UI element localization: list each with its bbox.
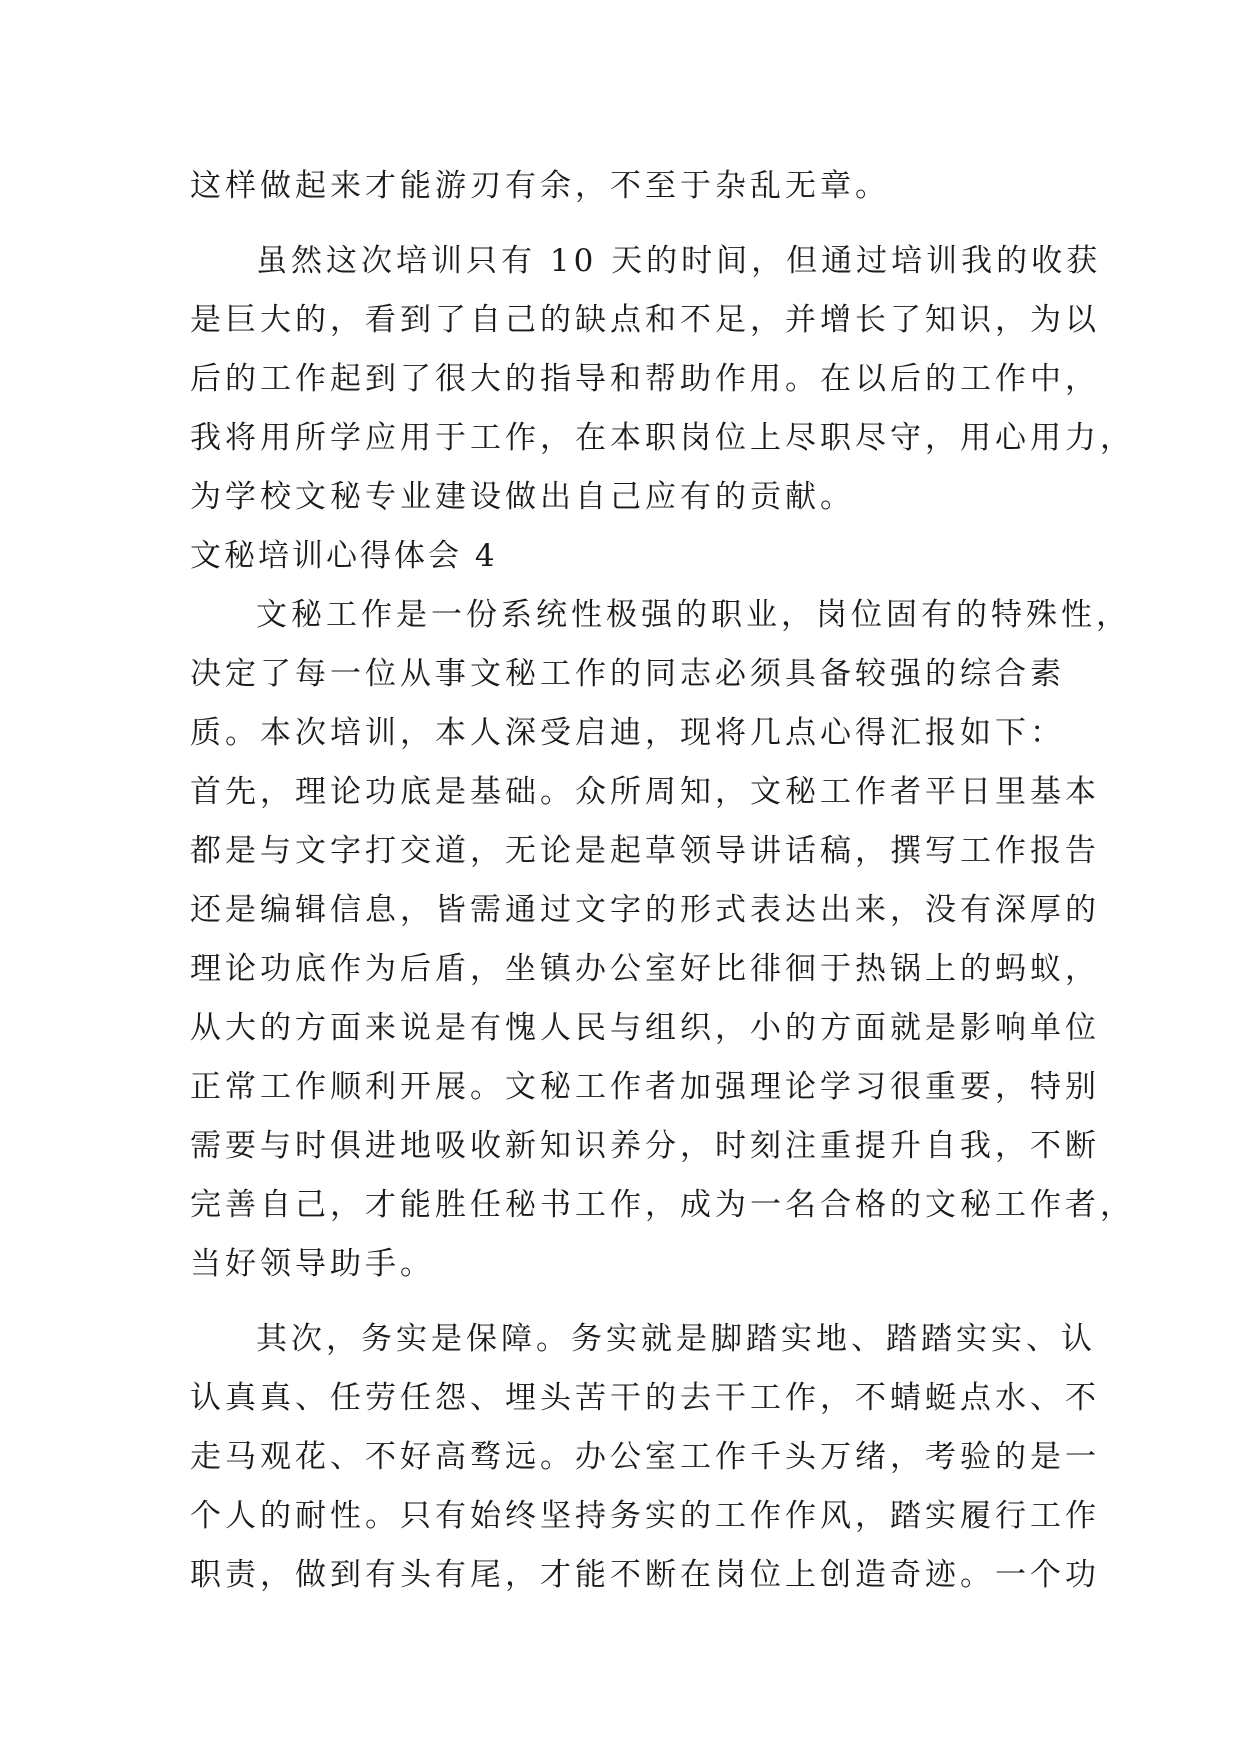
document-body	[190, 157, 1135, 1605]
text-line: 个人的耐性。只有始终坚持务实的工作作风，踏实履行工作	[190, 1498, 1100, 1534]
paragraph-training-summary	[190, 232, 1135, 527]
text-line: 决定了每一位从事文秘工作的同志必须具备较强的综合素	[190, 656, 1065, 692]
text-line: 还是编辑信息，皆需通过文字的形式表达出来，没有深厚的	[190, 892, 1100, 928]
paragraph-practical-work	[190, 1310, 1100, 1605]
text-line: 走马观花、不好高骛远。办公室工作千头万绪，考验的是一	[190, 1439, 1100, 1475]
text-line: 职责，做到有头有尾，才能不断在岗位上创造奇迹。一个功	[190, 1557, 1100, 1593]
text-line: 当好领导助手。	[190, 1246, 435, 1282]
text-line: 其次，务实是保障。务实就是脚踏实地、踏踏实实、认	[256, 1321, 1096, 1357]
text-line: 首先，理论功底是基础。众所周知，文秘工作者平日里基本	[190, 774, 1100, 810]
section-heading-block	[190, 527, 1070, 586]
paragraph-continuation	[190, 157, 1070, 216]
text-line: 认真真、任劳任怨、埋头苦干的去干工作，不蜻蜓点水、不	[190, 1380, 1100, 1416]
text-line: 从大的方面来说是有愧人民与组织，小的方面就是影响单位	[190, 1010, 1100, 1046]
text-line: 需要与时俱进地吸收新知识养分，时刻注重提升自我，不断	[190, 1128, 1100, 1164]
text-line: 正常工作顺利开展。文秘工作者加强理论学习很重要，特别	[190, 1069, 1100, 1105]
text-line: 文秘工作是一份系统性极强的职业，岗位固有的特殊性，	[256, 597, 1131, 633]
text-line: 我将用所学应用于工作，在本职岗位上尽职尽守，用心用力，	[190, 420, 1135, 456]
text-line: 这样做起来才能游刃有余，不至于杂乱无章。	[190, 168, 890, 204]
paragraph-theory-foundation	[190, 586, 1135, 1294]
text-line: 虽然这次培训只有 10 天的时间，但通过培训我的收获	[256, 243, 1102, 279]
text-line: 完善自己，才能胜任秘书工作，成为一名合格的文秘工作者，	[190, 1187, 1135, 1223]
text-line: 是巨大的，看到了自己的缺点和不足，并增长了知识，为以	[190, 302, 1100, 338]
text-line: 后的工作起到了很大的指导和帮助作用。在以后的工作中，	[190, 361, 1100, 397]
text-line: 为学校文秘专业建设做出自己应有的贡献。	[190, 479, 855, 515]
section-heading: 文秘培训心得体会 4	[190, 538, 498, 574]
text-line: 理论功底作为后盾，坐镇办公室好比徘徊于热锅上的蚂蚁，	[190, 951, 1100, 987]
text-line: 质。本次培训，本人深受启迪，现将几点心得汇报如下：	[190, 715, 1065, 751]
text-line: 都是与文字打交道，无论是起草领导讲话稿，撰写工作报告	[190, 833, 1100, 869]
